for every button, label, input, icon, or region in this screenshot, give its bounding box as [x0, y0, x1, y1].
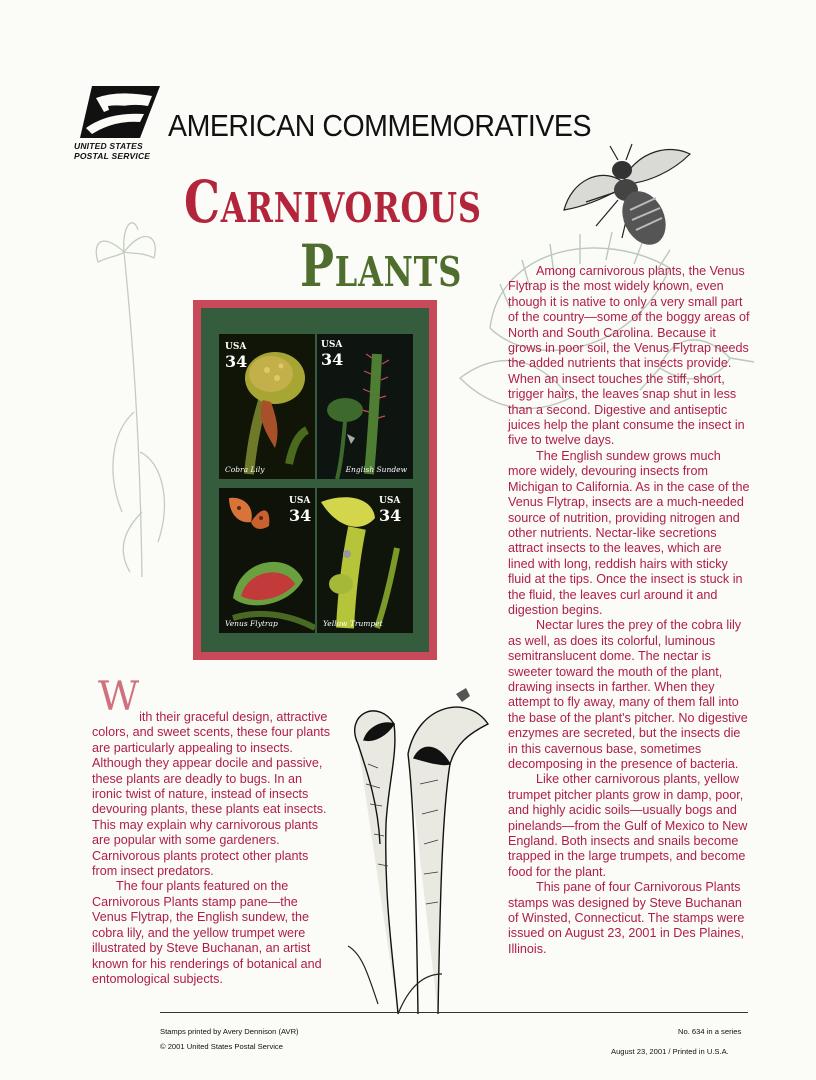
series-heading: AMERICAN COMMEMORATIVES: [168, 108, 592, 143]
background-flower-illustration: [82, 212, 182, 582]
stamp-usa-label: USA: [225, 342, 247, 352]
right-paragraph-4: Like other carnivorous plants, yellow trumpet pitcher plants grow in damp, poor, and highly acidic soils—usually bogs and pinelands—from the Gulf of Mexico to New England. Both insects and snails become trapped in the large trumpets, and become food for the plant.: [508, 772, 748, 879]
drop-cap: W: [98, 674, 140, 720]
stamp-english-sundew: [317, 334, 413, 479]
stamp-denomination: 34: [379, 506, 402, 525]
bee-illustration: [560, 140, 695, 260]
footer-rule: [160, 1012, 748, 1013]
footer-series-number: No. 634 in a series: [678, 1027, 742, 1036]
stamp-denomination: 34: [289, 506, 312, 525]
stamp-caption: English Sundew: [345, 465, 407, 474]
left-paragraph-1: [92, 674, 334, 879]
stamp-yellow-trumpet: [317, 488, 413, 633]
left-paragraph-2: The four plants featured on the Carnivorous Plants stamp pane—the Venus Flytrap, the English sundew, the cobra lily, and the yellow trumpet were illustrated by Steve Buchanan, an artist known for his renderings of botanical and entomological subjects.: [92, 879, 322, 986]
stamp-venus-flytrap: [219, 488, 315, 633]
stamp-caption: Cobra Lily: [225, 465, 265, 474]
stamp-denomination: 34: [225, 352, 248, 371]
stamp-usa-label: USA: [289, 496, 311, 506]
footer-date-printed: August 23, 2001 / Printed in U.S.A.: [611, 1047, 729, 1056]
title-carnivorous: Carnivorous: [184, 168, 482, 236]
logo-text-line1: UNITED STATES: [74, 141, 143, 151]
stamp-caption: Yellow Trumpet: [323, 619, 383, 628]
stamp-pane: [193, 300, 437, 660]
right-paragraph-1: Among carnivorous plants, the Venus Flytrap is the most widely known, even though it is native to only a very small part of the country—some of the boggy areas of North and South Carolina. Because it grows in poor soil, the Venus Flytrap needs the added nutrients that insects provide. When an insect touches the stiff, short, trigger hairs, the leaves snap shut in less than a second. Digestive and antiseptic juices help the plant consume the insect in five to twelve days.: [508, 264, 750, 448]
logo-text-line2: POSTAL SERVICE: [74, 151, 151, 161]
right-paragraph-5: This pane of four Carnivorous Plants stamps was designed by Steve Buchanan of Winsted, Connecticut. The stamps were issued on August 23, 2001 in Des Plaines, Illinois.: [508, 880, 745, 956]
stamp-denomination: 34: [321, 350, 344, 369]
stamp-usa-label: USA: [321, 340, 343, 350]
title-plants: Plants: [300, 232, 463, 300]
pitcher-plant-illustration: [338, 684, 498, 1024]
stamp-cobra-lily: [219, 334, 315, 479]
stamp-pane-inner: [201, 308, 429, 652]
right-column-text: [508, 264, 750, 957]
stamp-usa-label: USA: [379, 496, 401, 506]
stamp-caption: Venus Flytrap: [225, 619, 278, 628]
footer-copyright: © 2001 United States Postal Service: [160, 1042, 283, 1051]
left-paragraph-1-text: ith their graceful design, attractive colors, and sweet scents, these four plants are particularly appealing to insects. Although they appear docile and passive, these plants are deadly to bugs. In an ironic twist of nature, instead of insects devouring plants, these plants eat insects. This may explain why carnivorous plants are popular with some gardeners. Carnivorous plants protect other plants from insect predators.: [92, 710, 331, 879]
right-paragraph-3: Nectar lures the prey of the cobra lily as well, as does its colorful, luminous semitranslucent dome. The nectar is sweeter toward the mouth of the plant, drawing insects in farther. When they attempt to fly away, many of them fall into the base of the plant's pitcher. No digestive enzymes are secreted, but the insects die in this cavernous base, sometimes decomposing in the presence of bacteria.: [508, 618, 748, 771]
footer-printer: Stamps printed by Avery Dennison (AVR): [160, 1027, 299, 1036]
right-paragraph-2: The English sundew grows much more widely, devouring insects from Michigan to California. As in the case of the Venus Flytrap, insects are a much-needed source of nutrition, providing nitrogen and other nutrients. Nectar-like secretions attract insects to the leaves, which are lined with long, reddish hairs with sticky fluid at the tips. Once the insect is stuck in the fluid, the leaves curl around it and digestion begins.: [508, 448, 750, 617]
left-column-text: [92, 674, 334, 987]
